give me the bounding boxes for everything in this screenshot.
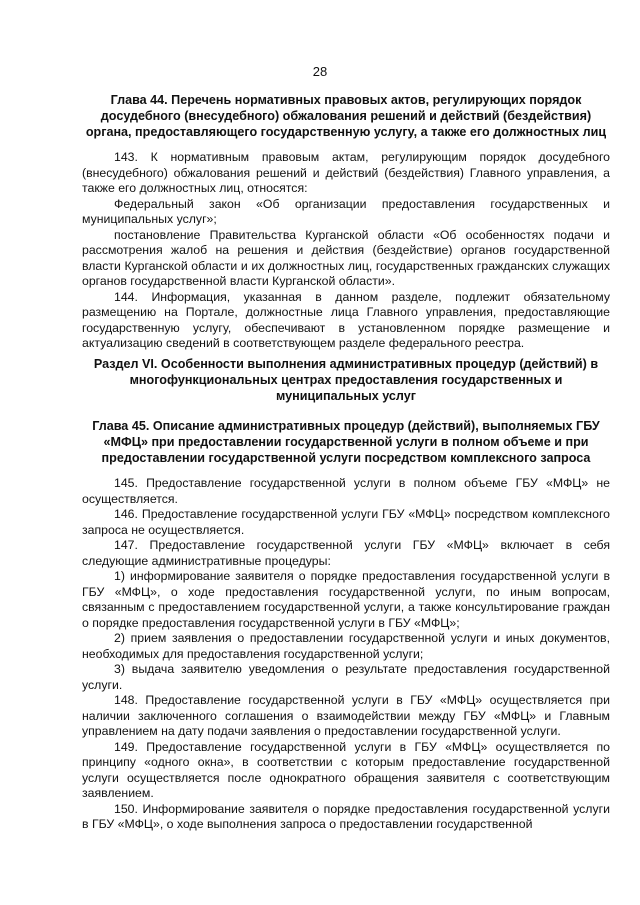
paragraph-government-resolution: постановление Правительства Курганской области «Об особенностях подачи и рассмотрения жалоб на решения и действия (бездействие) органов государственной власти Курганской области и их должностных лиц, государственных гражданских служащих органов государственной власти Курганской области». <box>82 227 610 288</box>
chapter-45-body <box>82 476 610 833</box>
list-item-1: 1) информирование заявителя о порядке предоставления государственной услуги в ГБУ «МФЦ», о ходе предоставления государственной услуги, по иным вопросам, связанным с предоставлением государственной услуги, а также консультирование граждан о порядке предоставления государственной услуги в ГБУ «МФЦ»; <box>82 569 610 630</box>
chapter-45-title: Глава 45. Описание административных процедур (действий), выполняемых ГБУ «МФЦ» при предоставлении государственной услуги в полном объеме и при предоставлении государственной услуги посредством комплексного запроса <box>92 419 600 465</box>
paragraph-150: 150. Информирование заявителя о порядке предоставления государственной услуги в ГБУ «МФЦ», о ходе выполнения запроса о предоставлении государственной <box>82 801 610 831</box>
chapter-44-body <box>82 150 610 352</box>
paragraph-federal-law: Федеральный закон «Об организации предоставления государственных и муниципальных услуг»; <box>82 196 610 226</box>
section-6-heading <box>82 356 610 404</box>
paragraph-148: 148. Предоставление государственной услуги в ГБУ «МФЦ» осуществляется при наличии заключенного соглашения о взаимодействии между ГБУ «МФЦ» и Главным управлением на дату подачи заявления о предоставлении государственной услуги. <box>82 693 610 738</box>
chapter-45-heading <box>82 418 610 466</box>
paragraph-147: 147. Предоставление государственной услуги ГБУ «МФЦ» включает в себя следующие административные процедуры: <box>82 538 610 568</box>
section-6-title: Раздел VI. Особенности выполнения административных процедур (действий) в многофункциональных центрах предоставления государственных и муниципальных услуг <box>93 357 599 403</box>
paragraph-144: 144. Информация, указанная в данном разделе, подлежит обязательному размещению на Портале, должностные лица Главного управления, предоставляющие государственную услугу, обеспечивают в установленном порядке размещение и актуализацию сведений в соответствующем разделе федерального реестра. <box>82 289 610 350</box>
chapter-44-title: Глава 44. Перечень нормативных правовых актов, регулирующих порядок досудебного (внесудебного) обжалования решений и действий (бездействия) органа, предоставляющего государственную услугу, а также его должностных лиц <box>85 93 607 139</box>
list-item-2: 2) прием заявления о предоставлении государственной услуги и иных документов, необходимых для предоставления государственной услуги; <box>82 631 610 661</box>
page-number: 28 <box>312 64 328 79</box>
paragraph-143: 143. К нормативным правовым актам, регулирующим порядок досудебного (внесудебного) обжалования решений и действий (бездействия) Главного управления, а также его должностных лиц, относятся: <box>82 150 610 195</box>
paragraph-145: 145. Предоставление государственной услуги в полном объеме ГБУ «МФЦ» не осуществляется. <box>82 476 610 506</box>
list-item-3: 3) выдача заявителю уведомления о результате предоставления государственной услуги. <box>82 662 610 692</box>
chapter-44-heading <box>82 92 610 140</box>
paragraph-149: 149. Предоставление государственной услуги в ГБУ «МФЦ» осуществляется по принципу «одного окна», в соответствии с которым предоставление государственной услуги осуществляется после однократного обращения заявителя с соответствующим заявлением. <box>82 739 610 800</box>
paragraph-146: 146. Предоставление государственной услуги ГБУ «МФЦ» посредством комплексного запроса не осуществляется. <box>82 507 610 537</box>
